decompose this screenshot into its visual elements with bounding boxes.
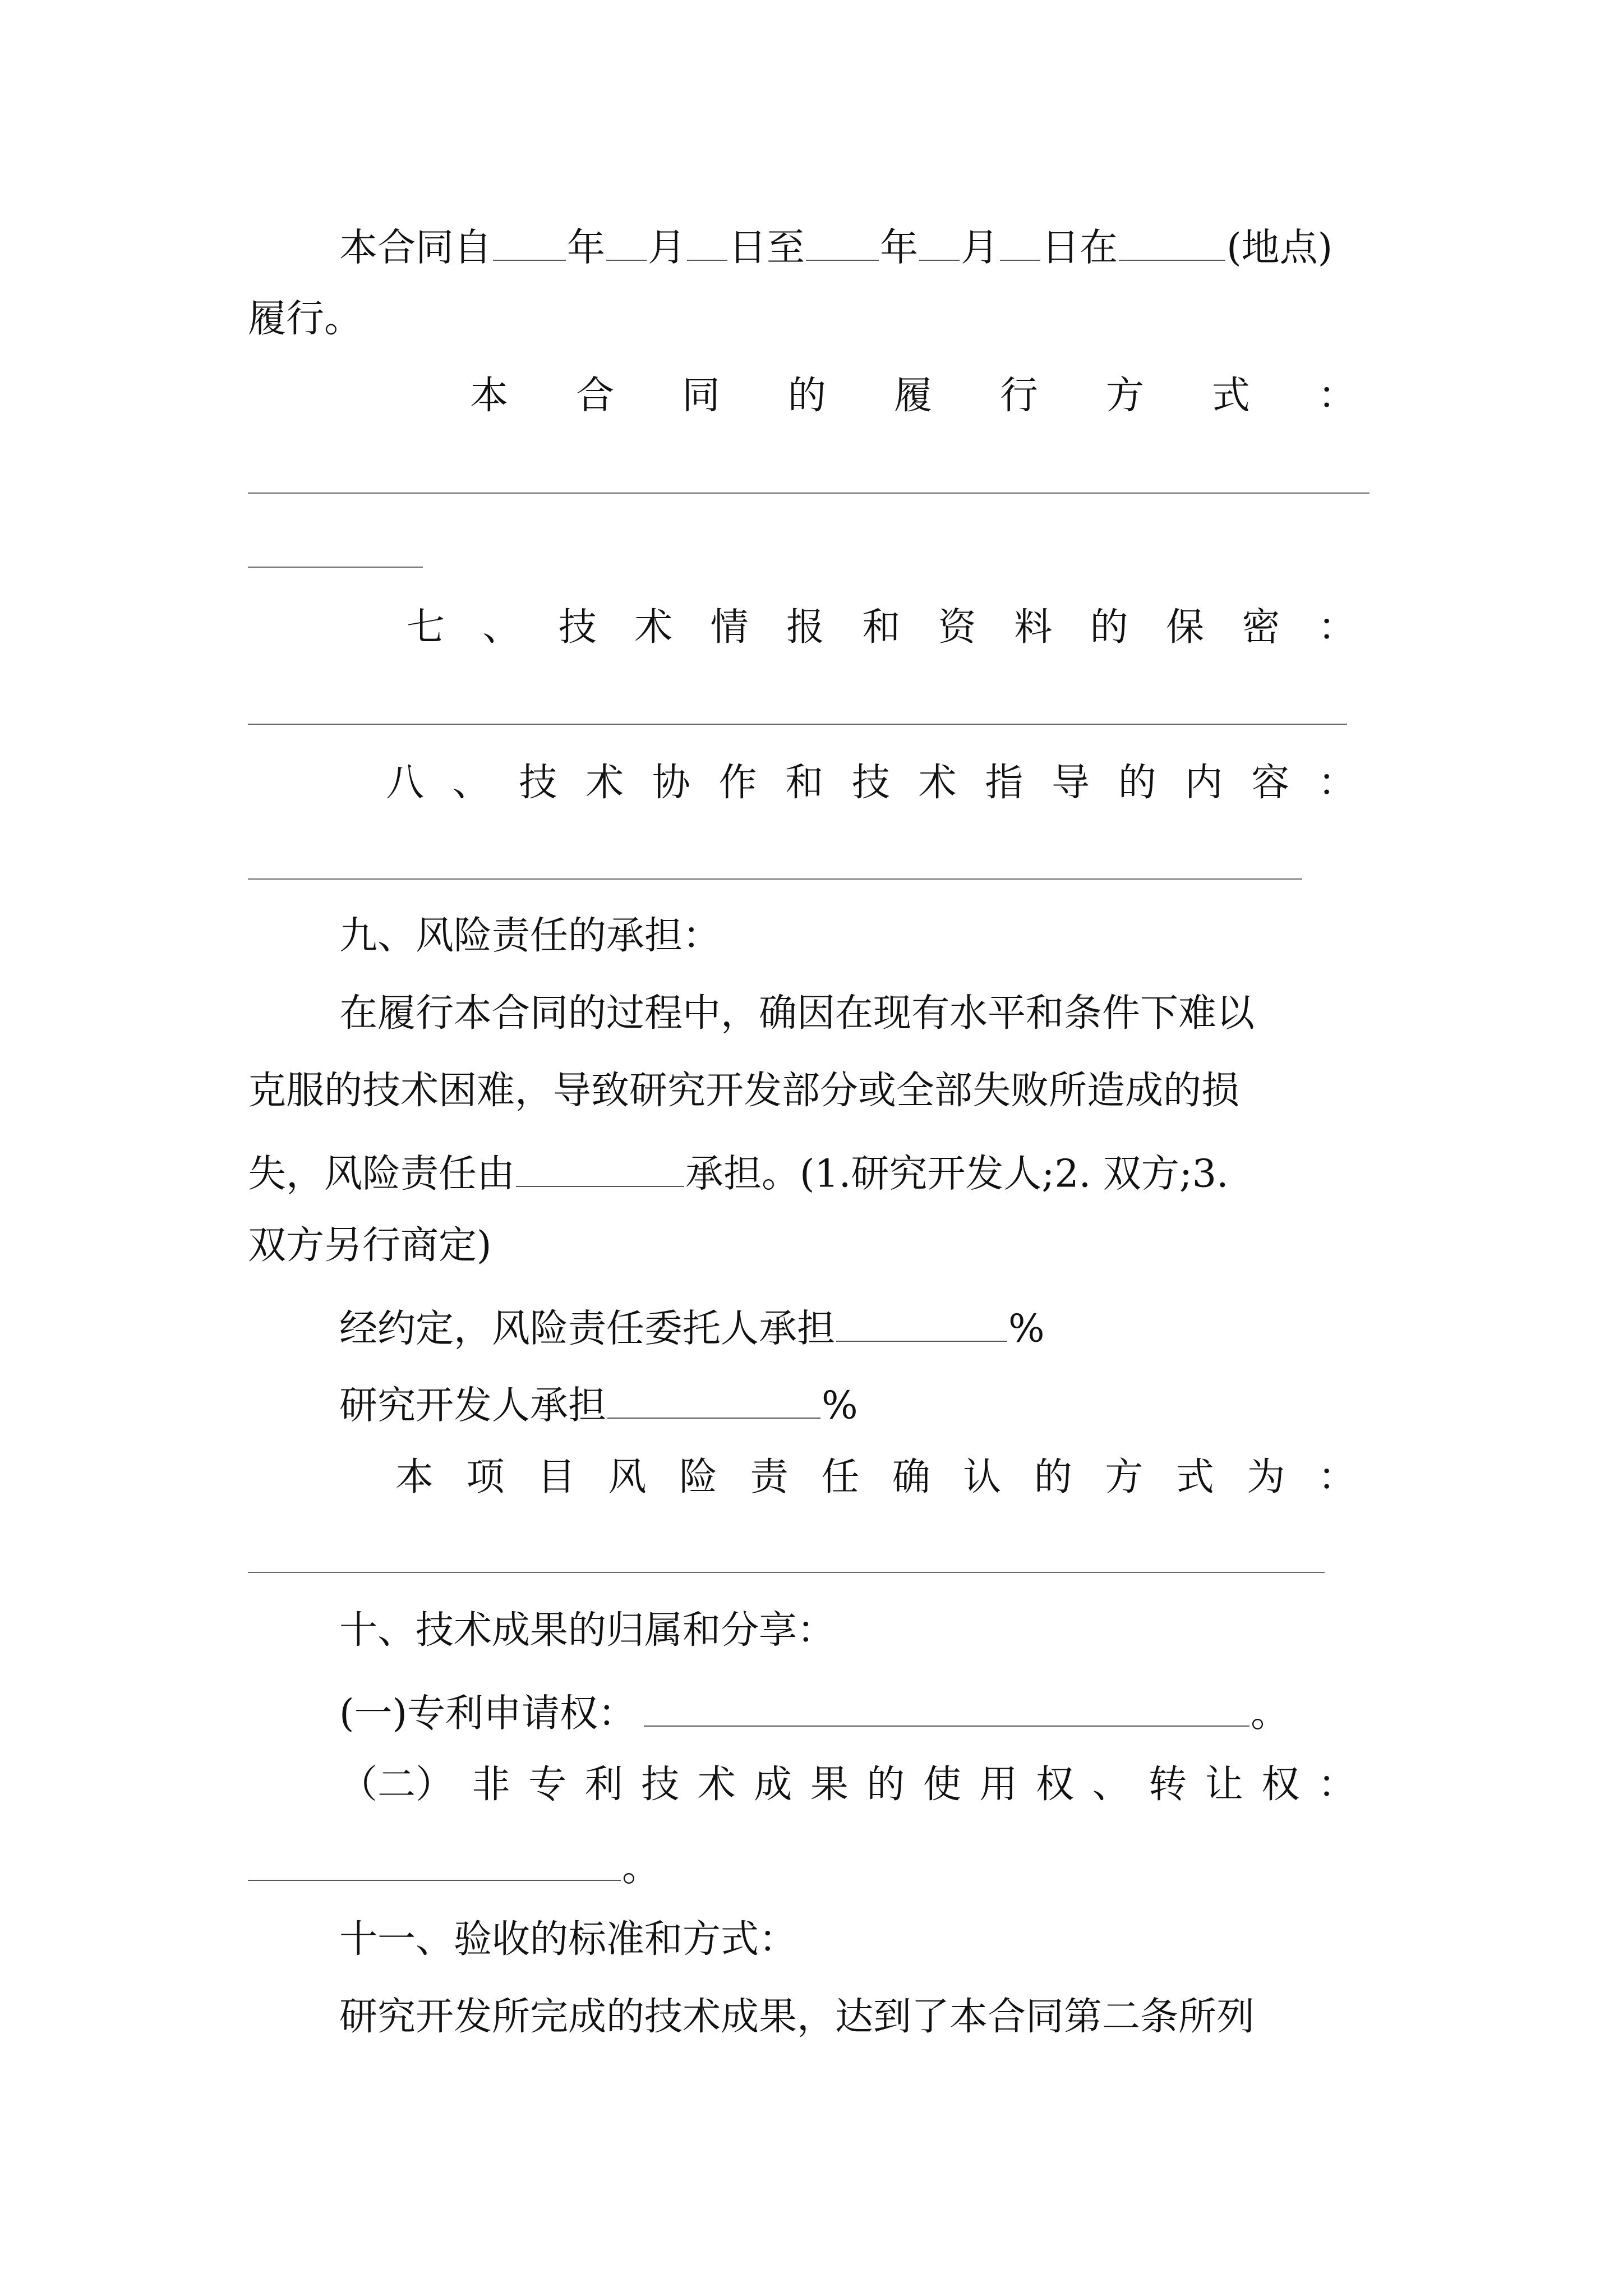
fill-in-rule: [248, 878, 1302, 880]
heading-char: 技: [851, 761, 890, 805]
heading-char: 项: [466, 1455, 505, 1499]
year-blank: [493, 223, 566, 261]
heading-char: 同: [681, 374, 720, 418]
text-segment: 日在: [1041, 226, 1118, 270]
heading-char: 和: [862, 605, 901, 650]
year-blank: [806, 223, 879, 261]
heading-char: 和: [785, 761, 824, 805]
body-text-line: 双方另行商定): [248, 1223, 492, 1268]
non-patent-blank: [248, 1843, 621, 1881]
heading-char: 导: [1052, 761, 1090, 805]
body-text-line: 在履行本合同的过程中，确因在现有水平和条件下难以: [339, 991, 1255, 1036]
heading-char: 责: [750, 1455, 789, 1499]
heading-char: 转: [1149, 1763, 1187, 1807]
heading-char: 的: [1090, 605, 1128, 650]
developer-risk-share-line: [339, 1381, 858, 1428]
body-text-line: [248, 1149, 1229, 1197]
body-text-line: 研究开发所完成的技术成果，达到了本合同第二条所列: [339, 1995, 1255, 2039]
heading-char: 的: [787, 374, 826, 418]
non-patent-fill-line: [248, 1843, 660, 1888]
heading-char: 七: [407, 605, 445, 650]
heading-char: 目: [537, 1455, 576, 1499]
text-segment: 研究开发人承担: [339, 1383, 607, 1428]
heading-char: 合: [575, 374, 614, 418]
month-blank: [919, 223, 960, 261]
text-segment: 经约定，风险责任委托人承担: [339, 1306, 836, 1351]
heading-char: 让: [1205, 1763, 1243, 1807]
heading-char: 使: [923, 1763, 961, 1807]
heading-char: 利: [584, 1763, 623, 1807]
heading-char: 式: [1175, 1455, 1214, 1499]
fill-in-rule: [248, 1572, 1325, 1573]
heading-char: 术: [585, 761, 624, 805]
text-segment: 本合同自: [339, 226, 492, 270]
heading-char: 专: [528, 1763, 567, 1807]
performance-period-line: [339, 223, 1332, 268]
heading-char: 术: [634, 605, 673, 650]
heading-char: 险: [679, 1455, 718, 1499]
heading-char: 、: [482, 605, 521, 650]
heading-char: 任: [821, 1455, 860, 1499]
text-segment: 年: [880, 226, 919, 270]
heading-char: 作: [718, 761, 757, 805]
heading-char: 、: [1092, 1763, 1131, 1807]
heading-char: 确: [892, 1455, 930, 1499]
heading-char: 情: [710, 605, 749, 650]
patent-right-line: [339, 1689, 1289, 1736]
heading-char: 行: [999, 374, 1038, 418]
heading-char: （二）: [339, 1763, 454, 1807]
heading-char: 的: [866, 1763, 905, 1807]
heading-char: 料: [1014, 605, 1053, 650]
section-10-title: 十、技术成果的归属和分享：: [339, 1608, 836, 1653]
text-segment: 承担。(1.研究开发人;2. 双方;3.: [685, 1152, 1229, 1197]
heading-char: 为: [1247, 1455, 1285, 1499]
heading-char: 权: [1036, 1763, 1075, 1807]
heading-char: 本: [470, 374, 509, 418]
heading-char: 风: [608, 1455, 647, 1499]
section-7-heading: [407, 605, 1356, 650]
heading-char: 术: [918, 761, 957, 805]
heading-char: 成: [754, 1763, 792, 1807]
heading-char: 果: [810, 1763, 849, 1807]
heading-char: ：: [1317, 761, 1356, 805]
heading-char: ：: [1317, 1763, 1356, 1807]
heading-char: ：: [1317, 374, 1356, 418]
text-segment: 。: [1251, 1691, 1289, 1736]
day-blank: [687, 223, 727, 261]
performance-method-heading: [470, 374, 1356, 418]
heading-char: 技: [519, 761, 557, 805]
heading-char: 协: [652, 761, 690, 805]
percent-blank: [836, 1304, 1007, 1342]
risk-confirmation-heading: [395, 1455, 1356, 1499]
heading-char: 非: [472, 1763, 510, 1807]
client-risk-share-line: [339, 1304, 1045, 1349]
text-segment: 失，风险责任由: [248, 1152, 515, 1197]
text-segment: (地点): [1227, 226, 1333, 270]
heading-char: 、: [452, 761, 491, 805]
heading-char: 技: [558, 605, 597, 650]
heading-char: 报: [786, 605, 825, 650]
text-segment: 。: [622, 1846, 661, 1890]
heading-char: 八: [386, 761, 425, 805]
fill-in-rule: [248, 493, 1370, 494]
heading-char: 术: [697, 1763, 736, 1807]
heading-char: 容: [1251, 761, 1290, 805]
heading-char: 的: [1118, 761, 1156, 805]
text-segment: 年: [567, 226, 606, 270]
day-blank: [1000, 223, 1040, 261]
text-segment: 日至: [728, 226, 805, 270]
heading-char: 本: [395, 1455, 434, 1499]
heading-char: 技: [641, 1763, 680, 1807]
heading-char: 指: [985, 761, 1023, 805]
heading-char: 履: [893, 374, 932, 418]
text-segment: %: [822, 1383, 858, 1428]
percent-blank: [607, 1381, 820, 1419]
risk-party-blank: [516, 1149, 684, 1187]
text-segment: 月: [961, 226, 999, 270]
text-segment: %: [1008, 1306, 1045, 1351]
heading-char: 密: [1242, 605, 1280, 650]
heading-char: ：: [1317, 1455, 1356, 1499]
heading-char: 用: [979, 1763, 1018, 1807]
section-8-heading: [386, 761, 1356, 805]
heading-char: 的: [1034, 1455, 1072, 1499]
heading-char: 方: [1105, 1455, 1144, 1499]
text-segment: 月: [648, 226, 686, 270]
location-blank: [1119, 223, 1225, 261]
fill-in-rule: [248, 567, 423, 568]
heading-char: 式: [1211, 374, 1250, 418]
section-9-title: 九、风险责任的承担：: [339, 914, 721, 958]
month-blank: [606, 223, 647, 261]
heading-char: ：: [1317, 605, 1356, 650]
fill-in-rule: [248, 724, 1347, 725]
heading-char: 方: [1105, 374, 1144, 418]
heading-char: 内: [1184, 761, 1223, 805]
non-patent-rights-heading: [339, 1763, 1356, 1807]
text-segment: (一)专利申请权：: [339, 1691, 637, 1736]
performance-period-line-2: 履行。: [248, 297, 363, 341]
section-11-title: 十一、验收的标准和方式：: [339, 1917, 797, 1962]
body-text-line: 克服的技术困难，导致研究开发部分或全部失败所造成的损: [248, 1069, 1240, 1113]
patent-blank: [644, 1689, 1249, 1727]
heading-char: 保: [1166, 605, 1205, 650]
heading-char: 认: [963, 1455, 1002, 1499]
heading-char: 资: [938, 605, 976, 650]
heading-char: 权: [1261, 1763, 1300, 1807]
